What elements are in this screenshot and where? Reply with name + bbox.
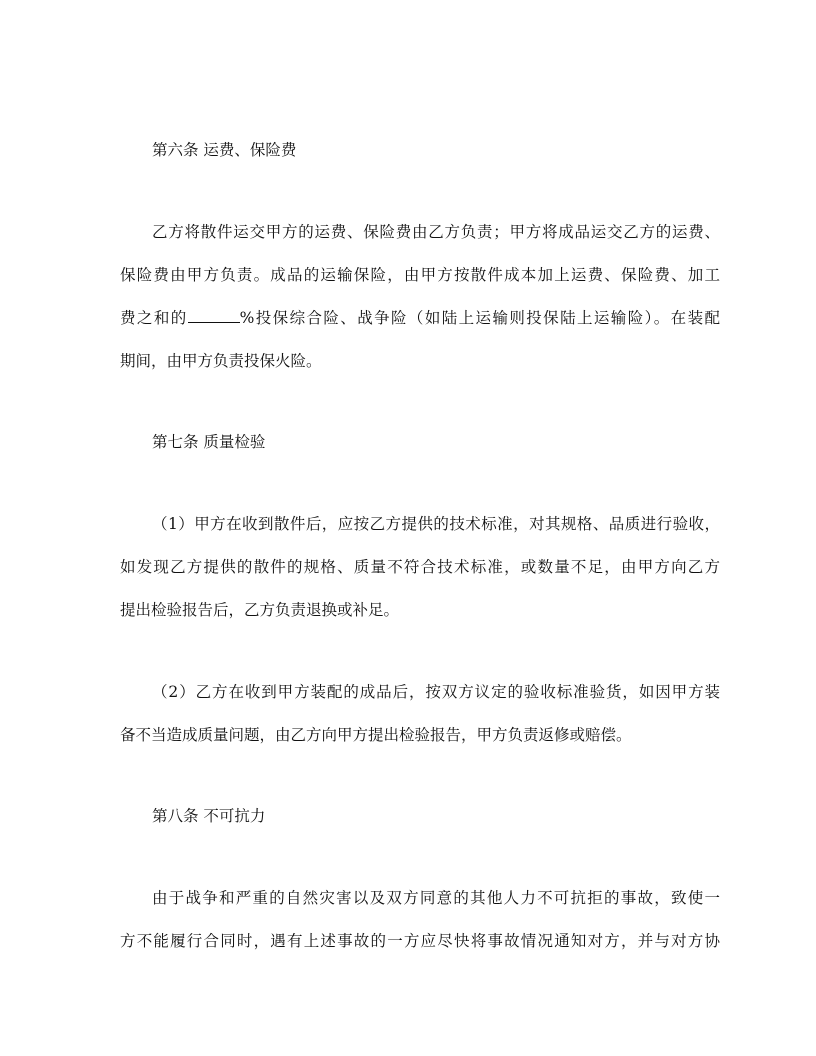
article-6-heading: 第六条 运费、保险费 [152,141,297,159]
percentage-blank [188,308,240,323]
article-6-para-line-1: 乙方将散件运交甲方的运费、保险费由乙方负责；甲方将成品运交乙方的运费、 [152,223,720,241]
article-8-para-line-1: 由于战争和严重的自然灾害以及双方同意的其他人力不可抗拒的事故，致使一 [152,889,720,907]
article-7-heading: 第七条 质量检验 [152,433,266,451]
article-6-para-line-2: 保险费由甲方负责。成品的运输保险，由甲方按散件成本加上运费、保险费、加工 [120,266,720,284]
article-7-item-1-line-2: 如发现乙方提供的散件的规格、质量不符合技术标准，或数量不足，由甲方向乙方 [120,558,720,576]
article-7-item-2-line-2: 备不当造成质量问题，由乙方向甲方提出检验报告，甲方负责返修或赔偿。 [120,726,632,744]
article-6-line-3-after: %投保综合险、战争险（如陆上运输则投保陆上运输险）。在装配 [239,309,720,327]
article-6-para-line-3 [120,308,720,328]
article-8-para-line-2: 方不能履行合同时，遇有上述事故的一方应尽快将事故情况通知对方，并与对方协 [120,932,720,950]
article-7-item-2-line-1: （2）乙方在收到甲方装配的成品后，按双方议定的验收标准验货，如因甲方装 [152,683,720,701]
article-7-item-1-line-1: （1）甲方在收到散件后，应按乙方提供的技术标准，对其规格、品质进行验收， [152,515,720,533]
article-6-line-3-before: 费之和的 [120,309,188,327]
article-7-item-1-line-3: 提出检验报告后，乙方负责退换或补足。 [120,601,400,619]
article-8-heading: 第八条 不可抗力 [152,807,266,825]
article-6-para-line-4: 期间，由甲方负责投保火险。 [120,352,322,370]
